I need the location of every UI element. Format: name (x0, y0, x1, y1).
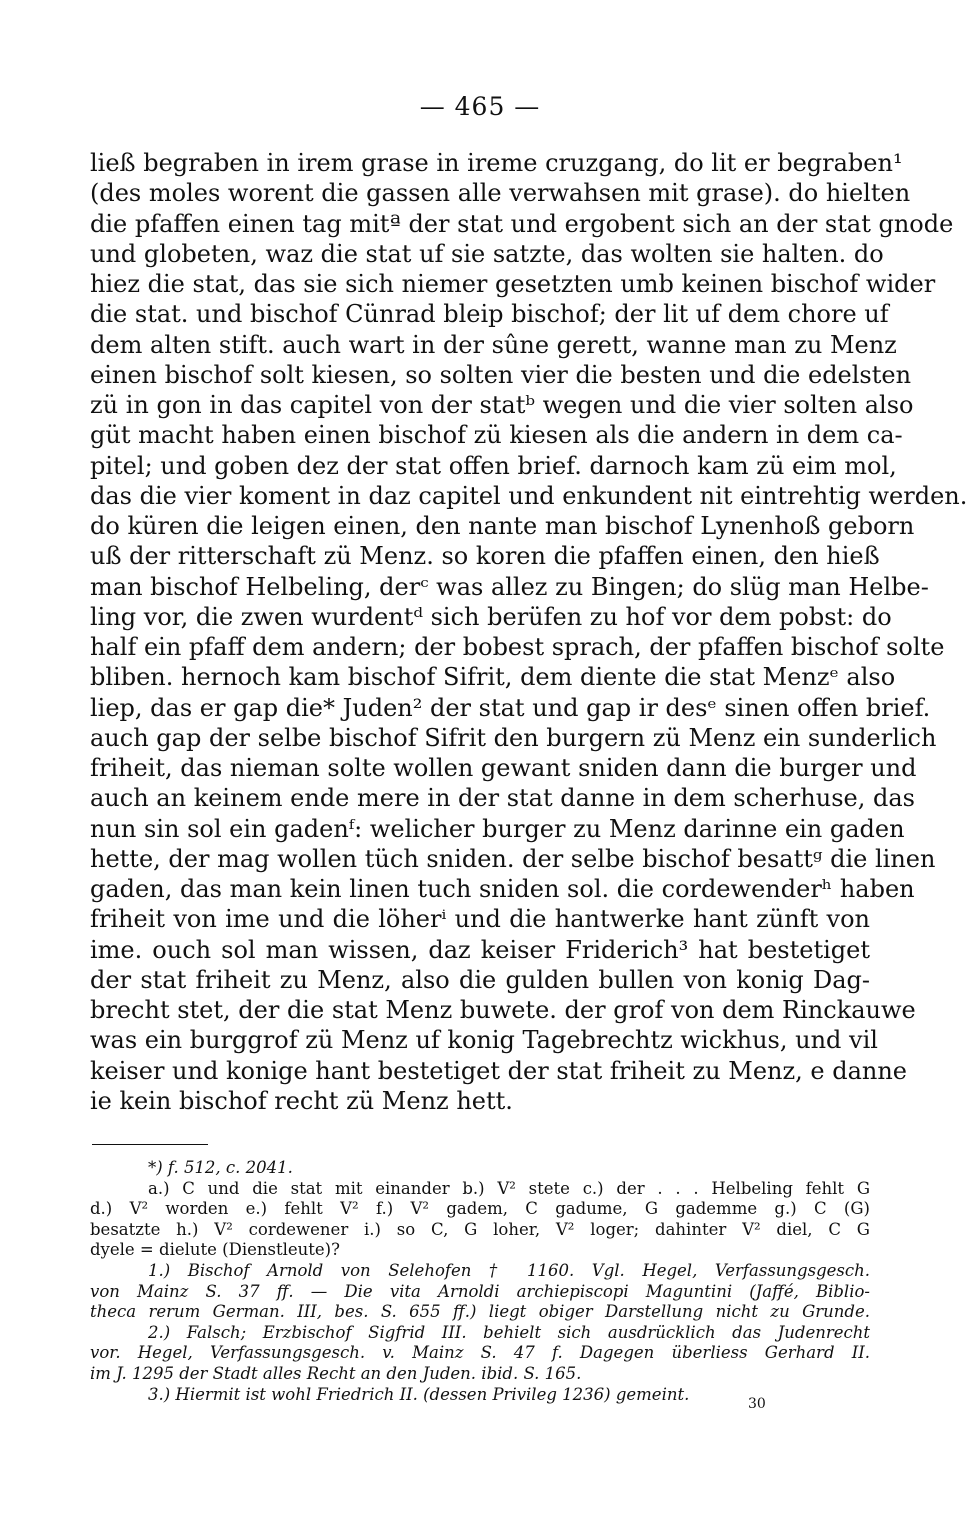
footnote-line: d.) V² worden e.) fehlt V² f.) V² gadem, C gadume, G gademme g.) C (G) (90, 1199, 870, 1219)
footnote-line: 1.) Bischof Arnold von Selehofen † 1160. Vgl. Hegel, Verfassungsgesch. (148, 1260, 870, 1280)
body-line: friheit, das nieman solte wollen gewant sniden dann die burger und (90, 754, 917, 782)
body-line: brecht stet, der die stat Menz buwete. der grof von dem Rinckauwe (90, 996, 916, 1024)
body-line: hette, der mag wollen tüch sniden. der selbe bischof besattᵍ die linen (90, 844, 936, 873)
footnote-separator (92, 1144, 208, 1145)
body-line: die stat. und bischof Cünrad bleip bischof; der lit uf dem chore uf (90, 300, 889, 329)
body-line: der stat friheit zu Menz, also die gulden bullen von konig Dag- (90, 965, 870, 994)
body-line: half ein pfaff dem andern; der bobest sprach, der pfaffen bischof solte (90, 633, 945, 661)
body-line: friheit von ime und die löherⁱ und die hantwerke hant zünft von (90, 905, 870, 934)
body-line: güt macht haben einen bischof zü kiesen als die andern in dem ca- (90, 421, 903, 450)
body-line: hiez die stat, das sie sich niemer gesetzten umb keinen bischof wider (90, 270, 936, 298)
body-line: einen bischof solt kiesen, so solten vier die besten und die edelsten (90, 360, 912, 389)
footnote-line: besatzte h.) V² cordewener i.) so C, G loher, V² loger; dahinter V² diel, C G (90, 1219, 870, 1239)
footnote-line: *) f. 512, c. 2041. (148, 1158, 293, 1177)
body-line: nun sin sol ein gadenᶠ: welicher burger zu Menz darinne ein gaden (90, 814, 905, 843)
footnote-line: dyele = dielute (Dienstleute)? (90, 1240, 340, 1260)
body-line: auch gap der selbe bischof Sifrit den burgern zü Menz ein sunderlich (90, 723, 937, 752)
body-text (90, 148, 967, 1116)
footnotes (90, 1158, 870, 1405)
body-line: die pfaffen einen tag mitª der stat und ergobent sich an der stat gnode (90, 209, 954, 238)
body-line: gaden, das man kein linen tuch sniden sol. die cordewenderʰ haben (90, 875, 915, 903)
body-line: do küren die leigen einen, den nante man bischof Lynenhoß geborn (90, 512, 915, 540)
footnote-line: theca rerum German. III, bes. S. 655 ff.) liegt obiger Darstellung nicht zu Grunde. (90, 1302, 870, 1322)
body-line: ling vor, die zwen wurdentᵈ sich berüfen zu hof vor dem pobst: do (90, 602, 892, 631)
footnote-line: im J. 1295 der Stadt alles Recht an den Juden. ibid. S. 165. (90, 1363, 582, 1383)
body-line: bliben. hernoch kam bischof Sifrit, dem diente die stat Menzᵉ also (90, 663, 896, 692)
footnote-line: vor. Hegel, Verfassungsgesch. v. Mainz S. 47 f. Dagegen überliess Gerhard II. (90, 1343, 870, 1363)
footnote-line: 2.) Falsch; Erzbischof Sigfrid III. behielt sich ausdrücklich das Judenrecht (148, 1322, 870, 1342)
body-line: ime. ouch sol man wissen, daz keiser Friderich³ hat bestetiget (90, 935, 870, 964)
body-line: das die vier koment in daz capitel und enkundent nit eintrehtig werden. (90, 481, 967, 510)
body-line: liep, das er gap die* Juden² der stat und gap ir desᵉ sinen offen brief. (90, 693, 931, 722)
body-line: pitel; und goben dez der stat offen brief. darnoch kam zü eim mol, (90, 451, 897, 480)
body-line: man bischof Helbeling, derᶜ was allez zu Bingen; do slüg man Helbe- (90, 572, 929, 601)
body-line: dem alten stift. auch wart in der sûne gerett, wanne man zu Menz (90, 330, 897, 359)
footnote-line: a.) C und die stat mit einander b.) V² stete c.) der . . . Helbeling fehlt G (148, 1178, 870, 1198)
body-line: und globeten, waz die stat uf sie satzte, das wolten sie halten. do (90, 239, 884, 268)
body-line: zü in gon in das capitel von der statᵇ wegen und die vier solten also (90, 391, 914, 419)
body-line: ließ begraben in irem grase in ireme cruzgang, do lit er begraben¹ (90, 149, 903, 177)
body-line: (des moles worent die gassen alle verwahsen mit grase). do hielten (90, 179, 911, 208)
body-line: auch an keinem ende mere in der stat danne in dem scherhuse, das (90, 784, 915, 813)
footnote-line: von Mainz S. 37 ff. — Die vita Arnoldi archiepiscopi Maguntini (Jaffé, Biblio- (90, 1281, 870, 1301)
page-number: — 465 — (419, 92, 541, 121)
body-line: keiser und konige hant bestetiget der stat friheit zu Menz, e danne (90, 1056, 907, 1085)
body-line: uß der ritterschaft zü Menz. so koren die pfaffen einen, den hieß (90, 542, 880, 571)
body-line: was ein burggrof zü Menz uf konig Tagebrechtz wickhus, und vil (90, 1026, 878, 1055)
body-line: ie kein bischof recht zü Menz hett. (90, 1086, 513, 1115)
signature-mark: 30 (748, 1396, 766, 1412)
footnote-line: 3.) Hiermit ist wohl Friedrich II. (dessen Privileg 1236) gemeint. (148, 1384, 690, 1404)
